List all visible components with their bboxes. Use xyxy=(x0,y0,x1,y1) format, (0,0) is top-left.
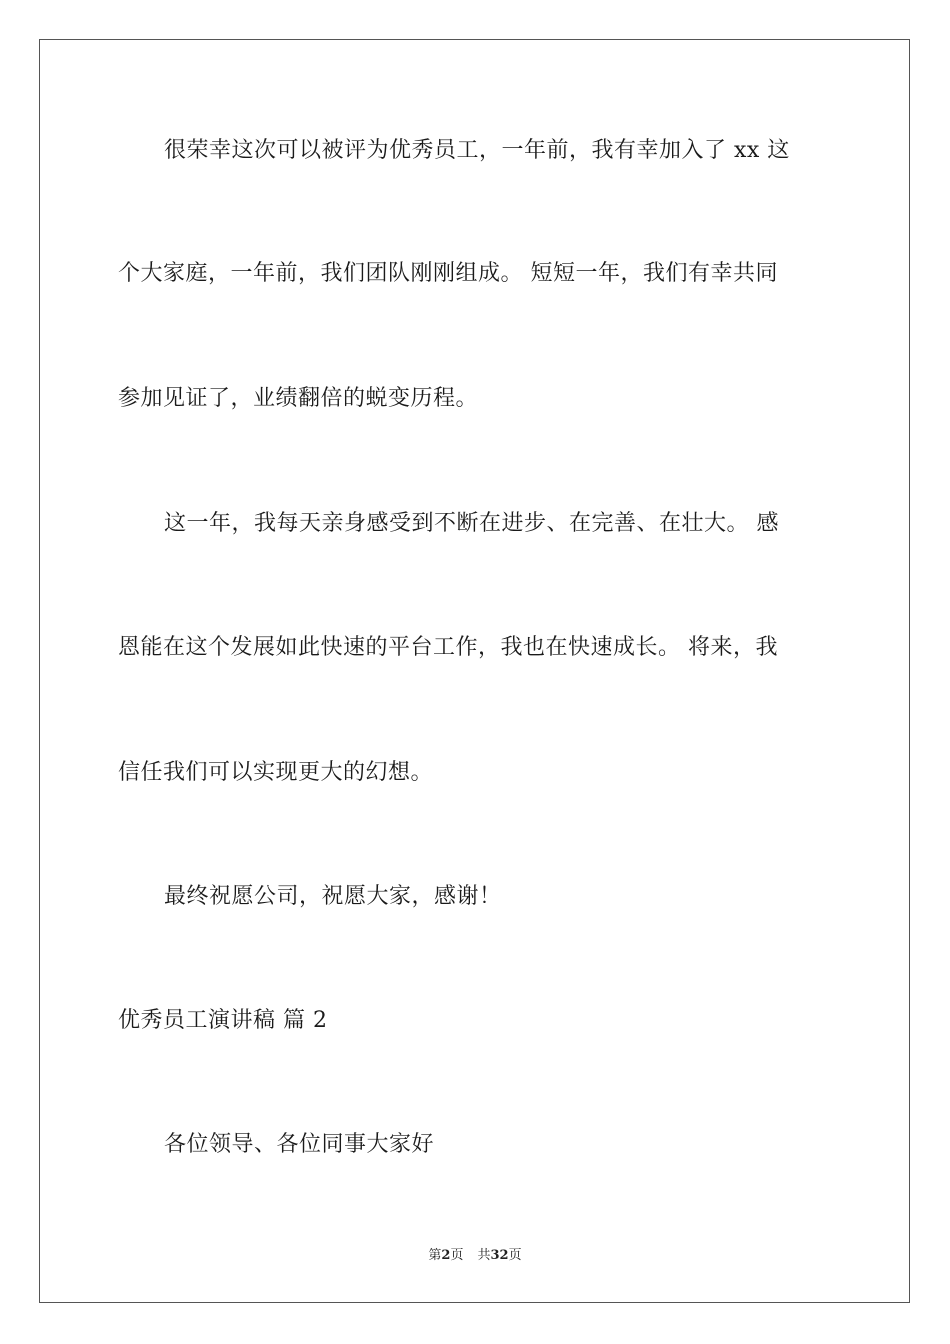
section-heading: 优秀员工演讲稿 篇 2 xyxy=(118,1008,328,1033)
footer-total-suffix: 页 xyxy=(508,1248,522,1263)
footer-total-prefix: 共 xyxy=(477,1248,491,1263)
paragraph-2-line-1: 这一年，我每天亲身感受到不断在进步、在完善、在壮大。 感 xyxy=(164,511,779,536)
footer-page-prefix: 第 xyxy=(428,1248,442,1263)
paragraph-2-line-3: 信任我们可以实现更大的幻想。 xyxy=(118,760,434,785)
page-footer xyxy=(0,1247,950,1265)
paragraph-1-line-3: 参加见证了，业绩翻倍的蜕变历程。 xyxy=(118,386,479,411)
footer-page-number: 2 xyxy=(441,1248,451,1263)
paragraph-1-line-1: 很荣幸这次可以被评为优秀员工，一年前，我有幸加入了 xx 这 xyxy=(164,138,790,163)
paragraph-2-line-2: 恩能在这个发展如此快速的平台工作，我也在快速成长。 将来，我 xyxy=(118,635,778,660)
page-border xyxy=(39,39,910,1303)
greeting-line: 各位领导、各位同事大家好 xyxy=(164,1132,435,1157)
paragraph-1-line-2: 个大家庭，一年前，我们团队刚刚组成。 短短一年，我们有幸共同 xyxy=(118,261,778,286)
footer-total-pages: 32 xyxy=(490,1248,509,1263)
closing-line: 最终祝愿公司，祝愿大家，感谢！ xyxy=(164,884,502,909)
footer-page-suffix: 页 xyxy=(450,1248,464,1263)
